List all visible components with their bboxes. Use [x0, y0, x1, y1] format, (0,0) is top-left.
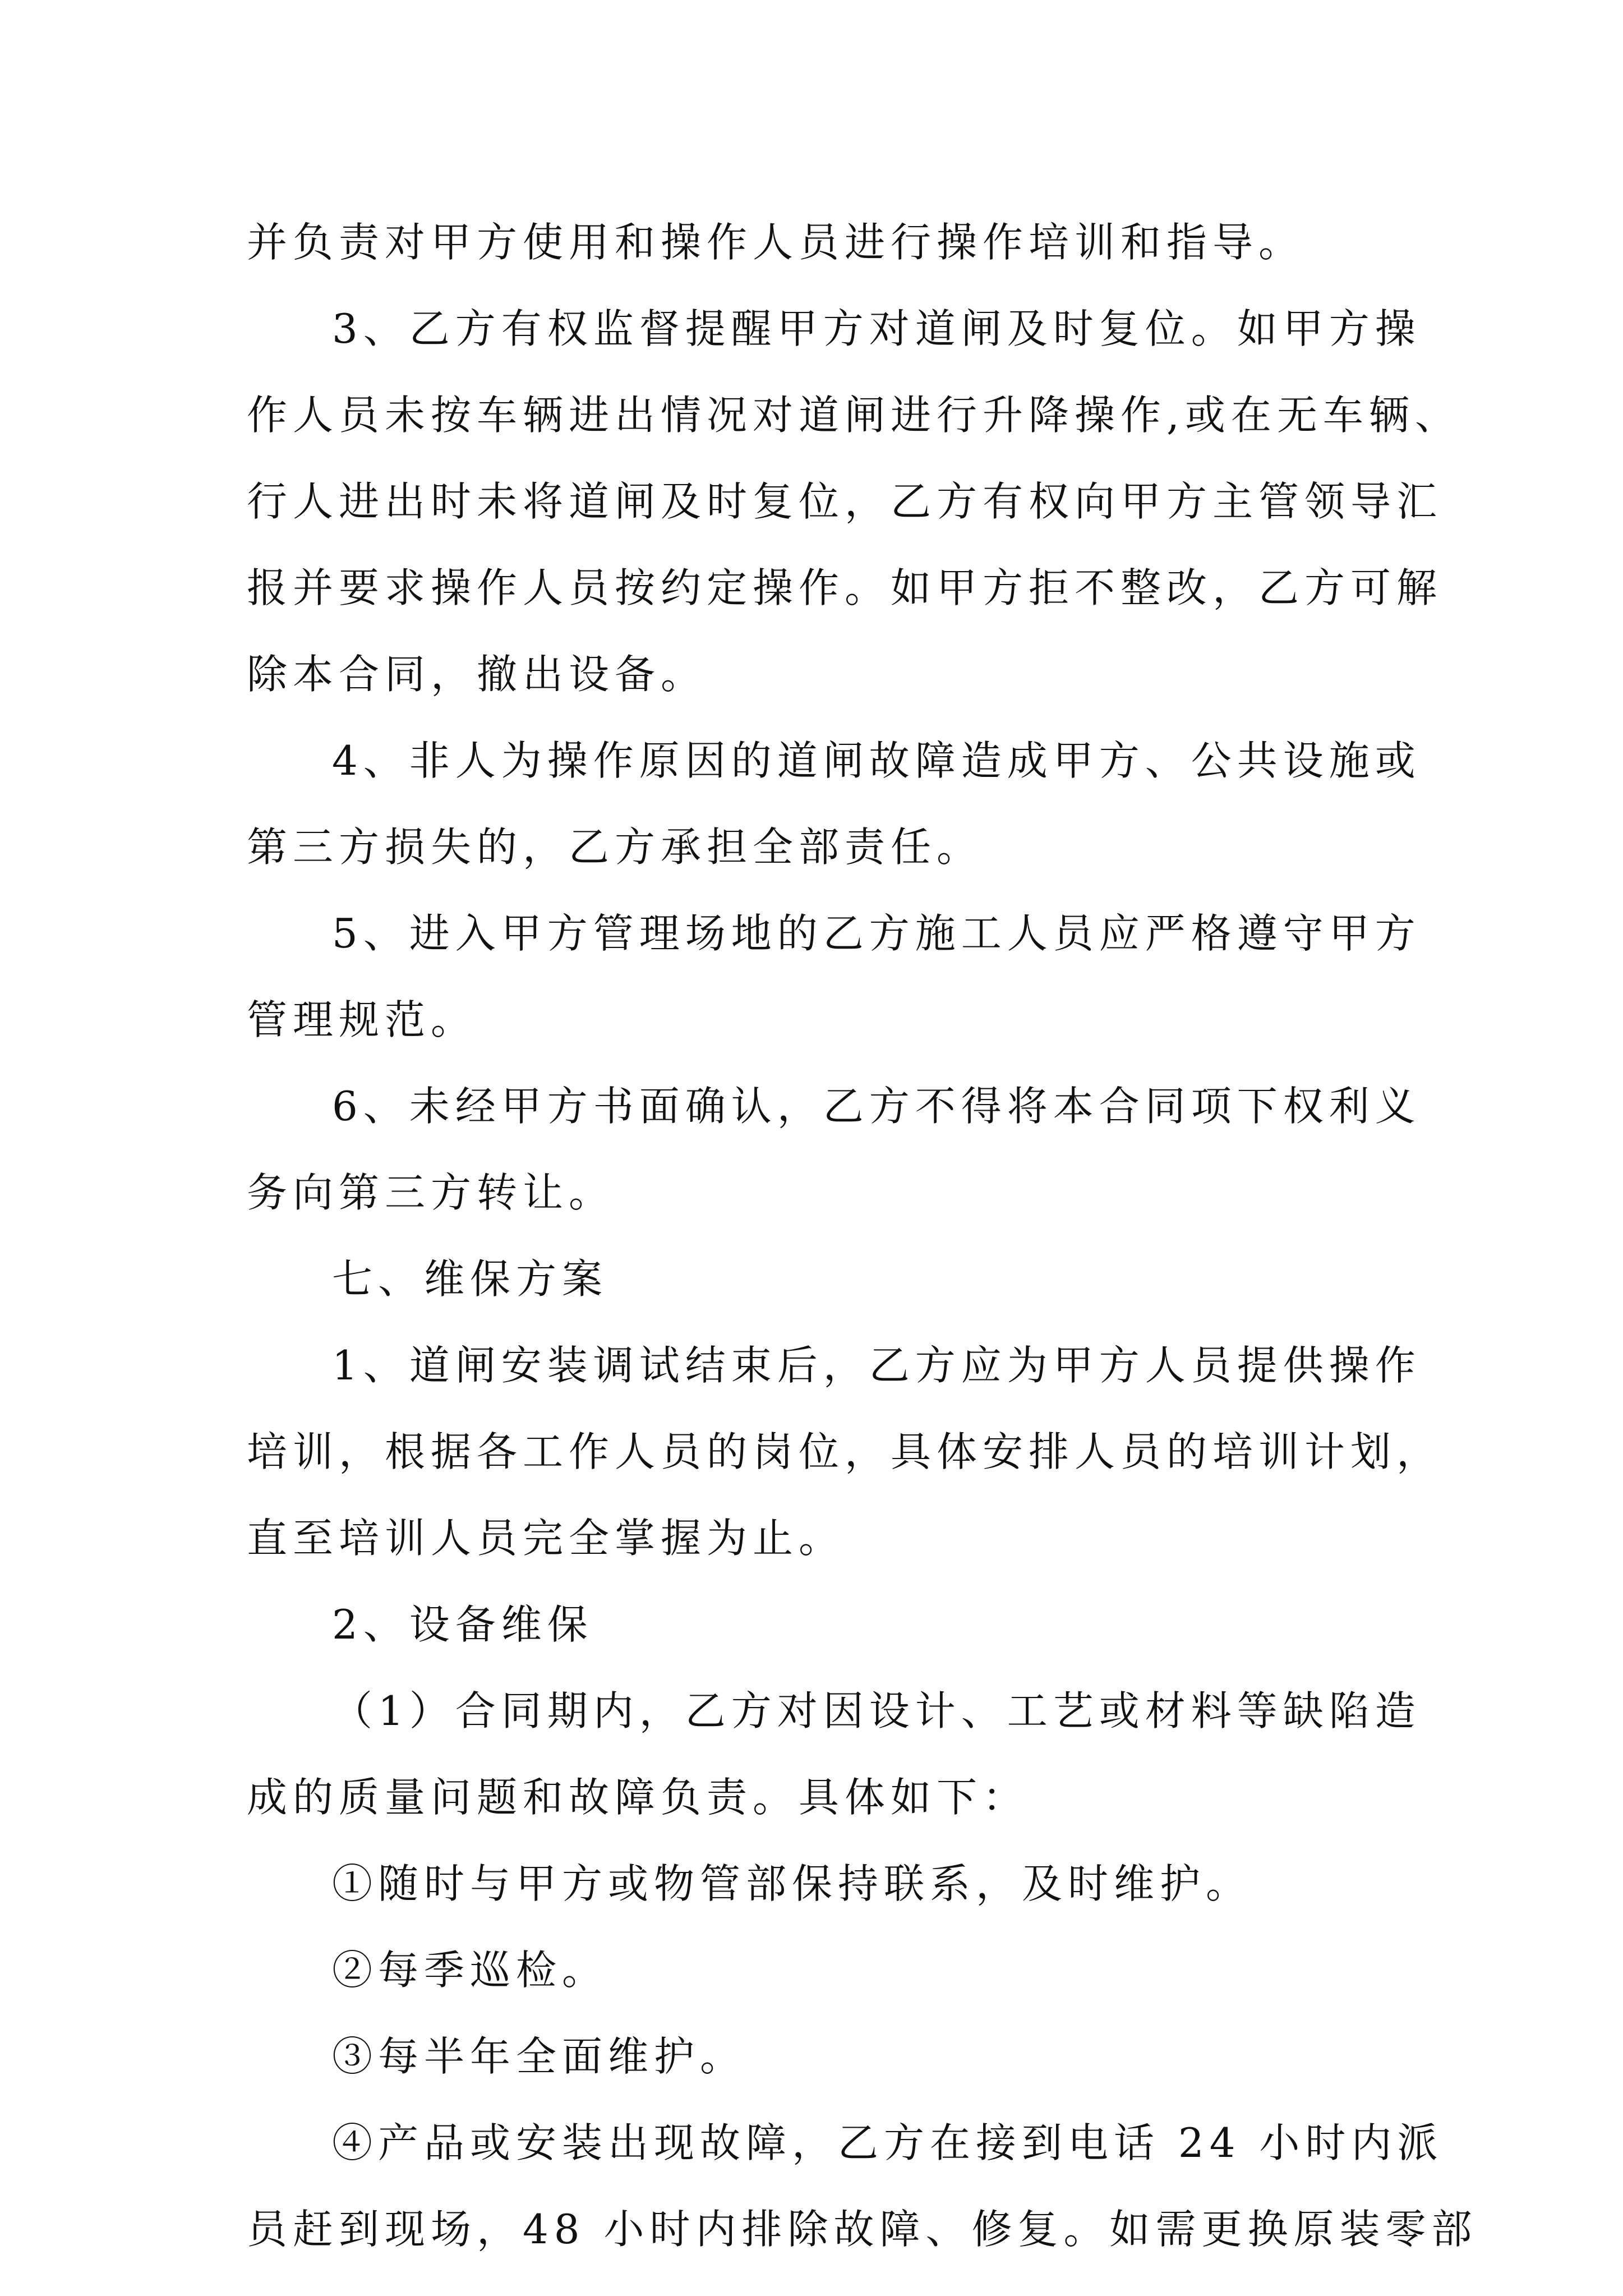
subsection-heading: 2、设备维保 — [332, 1601, 593, 1648]
list-item: ①随时与甲方或物管部保持联系，及时维护。 — [332, 1860, 1252, 1907]
document-body — [247, 199, 1478, 2272]
paragraph-line: 1、道闸安装调试结束后，乙方应为甲方人员提供操作 — [332, 1342, 1421, 1389]
paragraph-line: 管理规范。 — [247, 996, 477, 1043]
paragraph-line: 并负责对甲方使用和操作人员进行操作培训和指导。 — [247, 219, 1305, 266]
paragraph-line: 4、非人为操作原因的道闸故障造成甲方、公共设施或 — [332, 737, 1421, 784]
paragraph-line: 员赶到现场，48 小时内排除故障、修复。如需更换原装零部 — [247, 2206, 1478, 2253]
paragraph-line: 6、未经甲方书面确认，乙方不得将本合同项下权利义 — [332, 1083, 1421, 1130]
paragraph-line: 3、乙方有权监督提醒甲方对道闸及时复位。如甲方操 — [332, 305, 1421, 352]
list-item: ②每季巡检。 — [332, 1947, 608, 1994]
section-heading: 七、维保方案 — [332, 1255, 608, 1303]
paragraph-line: 务向第三方转让。 — [247, 1169, 615, 1216]
paragraph-line: 作人员未按车辆进出情况对道闸进行升降操作,或在无车辆、 — [247, 392, 1461, 439]
paragraph-line: （1）合同期内，乙方对因设计、工艺或材料等缺陷造 — [332, 1687, 1421, 1734]
paragraph-line: 培训，根据各工作人员的岗位，具体安排人员的培训计划， — [247, 1428, 1443, 1475]
paragraph-line: 5、进入甲方管理场地的乙方施工人员应严格遵守甲方 — [332, 910, 1421, 957]
paragraph-line: 成的质量问题和故障负责。具体如下： — [247, 1774, 1029, 1821]
paragraph-line: 行人进出时未将道闸及时复位，乙方有权向甲方主管领导汇 — [247, 478, 1443, 525]
list-item: ④产品或安装出现故障，乙方在接到电话 24 小时内派 — [332, 2119, 1444, 2166]
list-item: ③每半年全面维护。 — [332, 2033, 746, 2080]
paragraph-line: 直至培训人员完全掌握为止。 — [247, 1515, 845, 1562]
paragraph-line: 第三方损失的，乙方承担全部责任。 — [247, 823, 983, 871]
paragraph-line: 报并要求操作人员按约定操作。如甲方拒不整改，乙方可解 — [247, 564, 1443, 611]
paragraph-line: 除本合同，撤出设备。 — [247, 651, 707, 698]
